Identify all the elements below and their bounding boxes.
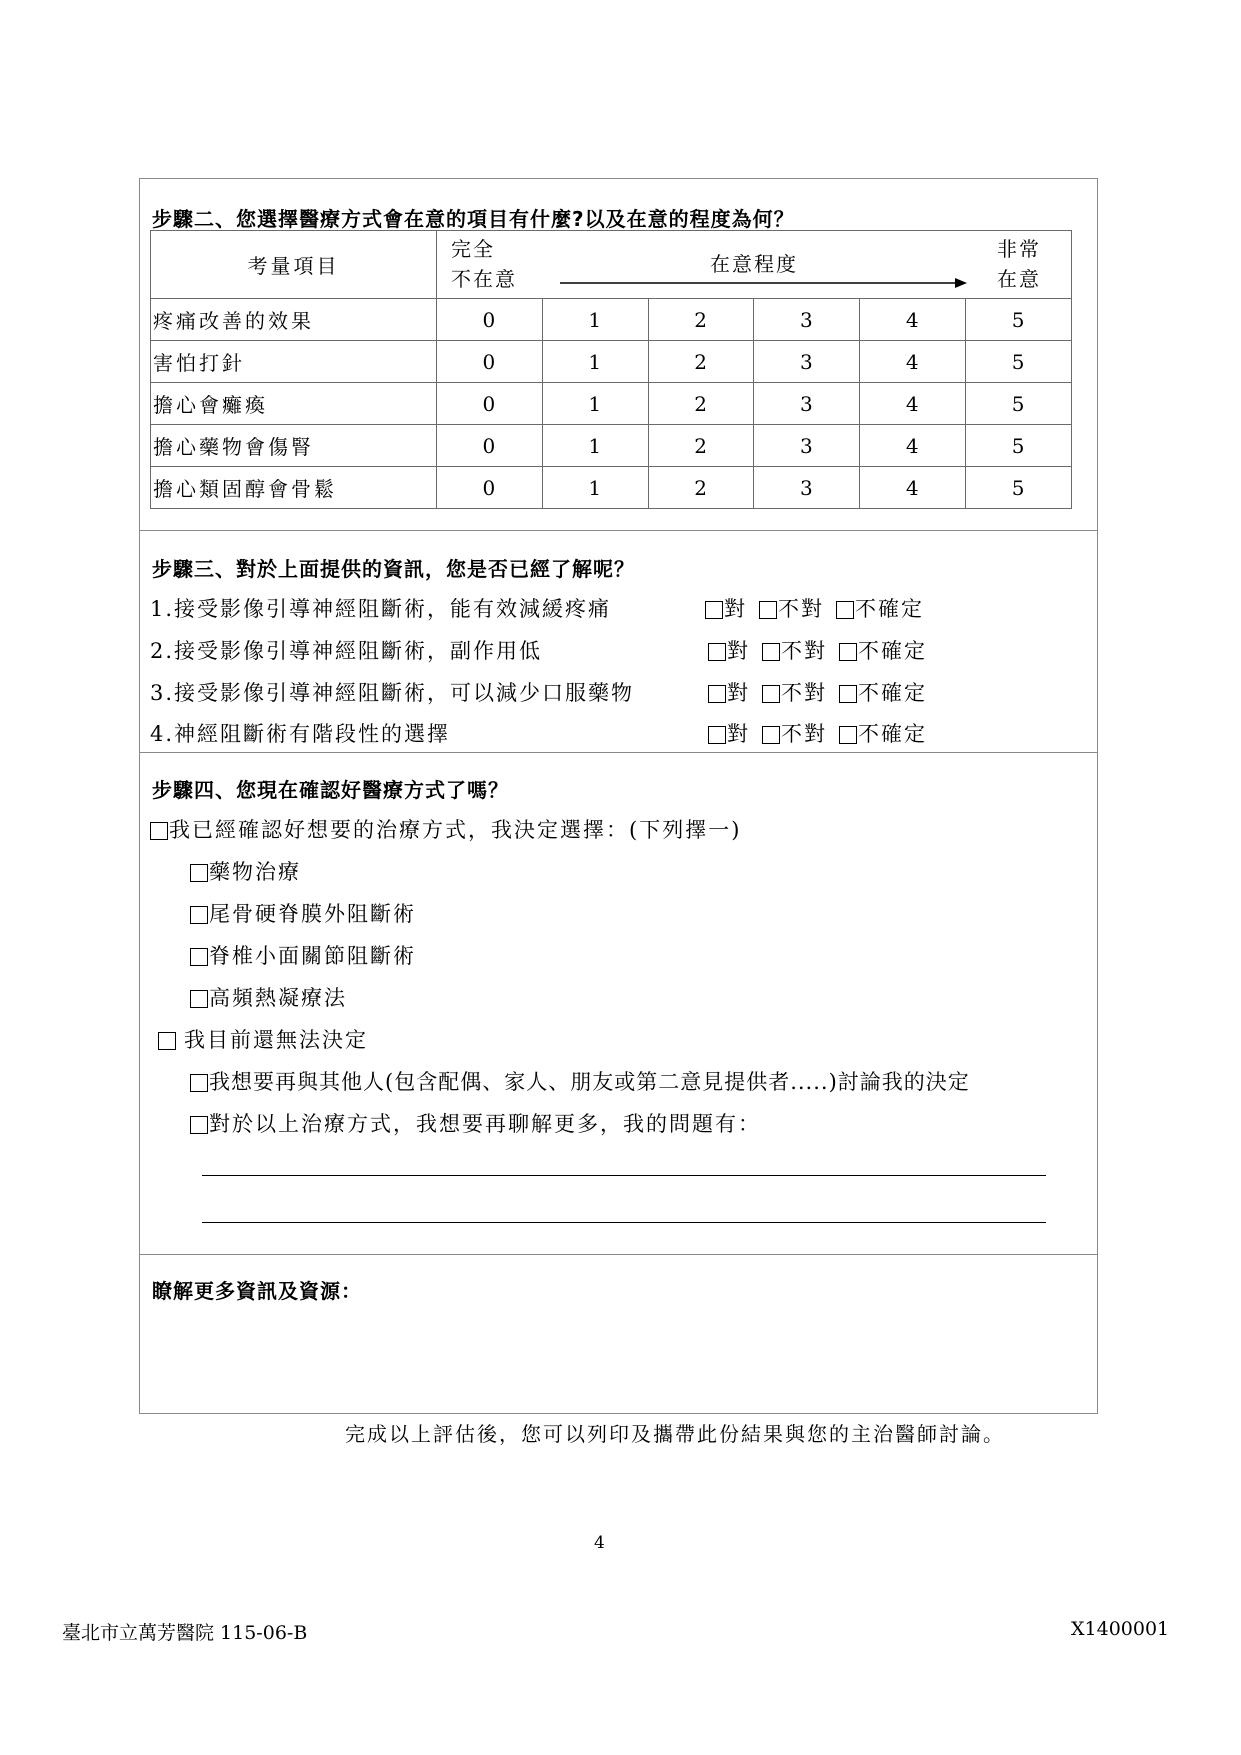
answer-option[interactable]: 不確定 (839, 722, 927, 746)
rating-cell-4[interactable]: 4 (860, 383, 966, 425)
checkbox[interactable] (708, 643, 726, 661)
checkbox[interactable] (190, 864, 208, 882)
rating-cell-0[interactable]: 0 (437, 425, 543, 467)
resources-title: 瞭解更多資訊及資源： (152, 1279, 362, 1303)
concern-item-label: 擔心會癱瘓 (151, 383, 437, 425)
item-column-header: 考量項目 (151, 231, 437, 299)
rating-cell-3[interactable]: 3 (754, 425, 860, 467)
treatment-option[interactable]: 藥物治療 (190, 856, 301, 886)
undecided-option[interactable]: 我目前還無法決定 (158, 1024, 368, 1054)
rating-cell-0[interactable]: 0 (437, 467, 543, 509)
answer-option[interactable]: 不對 (759, 597, 824, 621)
checkbox[interactable] (839, 726, 857, 744)
question-answer-line[interactable] (202, 1222, 1046, 1223)
answer-option[interactable]: 不對 (762, 639, 827, 663)
document-code: X1400001 (1071, 1618, 1170, 1640)
step3-answer-options (708, 677, 939, 707)
checkbox[interactable] (839, 685, 857, 703)
table-row (151, 467, 1072, 509)
rating-cell-3[interactable]: 3 (754, 299, 860, 341)
answer-option[interactable]: 不對 (762, 722, 827, 746)
scale-arrow-icon (437, 231, 1075, 298)
undecided-sub-option[interactable]: 我想要再與其他人(包含配偶、家人、朋友或第二意見提供者.....)討論我的決定 (190, 1066, 970, 1096)
rating-cell-5[interactable]: 5 (966, 467, 1072, 509)
checkbox[interactable] (759, 601, 777, 619)
footer-note: 完成以上評估後，您可以列印及攜帶此份結果與您的主治醫師討論。 (345, 1422, 1005, 1446)
answer-option[interactable]: 不對 (762, 681, 827, 705)
answer-option[interactable]: 對 (708, 681, 750, 705)
rating-cell-3[interactable]: 3 (754, 383, 860, 425)
rating-cell-1[interactable]: 1 (542, 299, 648, 341)
rating-cell-1[interactable]: 1 (542, 341, 648, 383)
scale-low-label-2: 不在意 (451, 267, 517, 291)
rating-cell-0[interactable]: 0 (437, 341, 543, 383)
decided-option[interactable]: 我已經確認好想要的治療方式，我決定選擇：(下列擇一) (150, 814, 741, 844)
checkbox[interactable] (839, 643, 857, 661)
rating-cell-5[interactable]: 5 (966, 383, 1072, 425)
concern-rating-table (150, 230, 1072, 509)
table-row (151, 383, 1072, 425)
step4-title: 步驟四、您現在確認好醫療方式了嗎？ (152, 778, 509, 802)
step3-answer-options (708, 635, 939, 665)
step3-question: 4.神經阻斷術有階段性的選擇 (150, 722, 451, 746)
answer-option[interactable]: 不確定 (839, 681, 927, 705)
rating-cell-3[interactable]: 3 (754, 467, 860, 509)
rating-cell-5[interactable]: 5 (966, 341, 1072, 383)
rating-cell-2[interactable]: 2 (648, 383, 754, 425)
checkbox[interactable] (190, 990, 208, 1008)
rating-cell-4[interactable]: 4 (860, 341, 966, 383)
checkbox[interactable] (708, 726, 726, 744)
step3-question: 1.接受影像引導神經阻斷術，能有效減緩疼痛 (150, 597, 612, 621)
step3-question: 2.接受影像引導神經阻斷術，副作用低 (150, 639, 543, 663)
section-divider (139, 752, 1098, 753)
rating-cell-2[interactable]: 2 (648, 425, 754, 467)
table-row (151, 341, 1072, 383)
scale-header (437, 231, 1072, 299)
rating-cell-1[interactable]: 1 (542, 467, 648, 509)
checkbox[interactable] (190, 1074, 208, 1092)
rating-cell-5[interactable]: 5 (966, 299, 1072, 341)
answer-option[interactable]: 不確定 (839, 639, 927, 663)
rating-cell-1[interactable]: 1 (542, 425, 648, 467)
checkbox[interactable] (190, 906, 208, 924)
answer-option[interactable]: 對 (708, 639, 750, 663)
checkbox[interactable] (150, 822, 168, 840)
rating-cell-2[interactable]: 2 (648, 467, 754, 509)
step2-title: 步驟二、您選擇醫療方式會在意的項目有什麼?以及在意的程度為何？ (152, 207, 795, 231)
rating-cell-1[interactable]: 1 (542, 383, 648, 425)
concern-item-label: 擔心類固醇會骨鬆 (151, 467, 437, 509)
checkbox[interactable] (836, 601, 854, 619)
section-divider (139, 530, 1098, 531)
hospital-name: 臺北市立萬芳醫院 115-06-B (62, 1622, 308, 1644)
treatment-option[interactable]: 高頻熱凝療法 (190, 982, 347, 1012)
checkbox[interactable] (190, 948, 208, 966)
step3-answer-options (705, 593, 936, 623)
checkbox[interactable] (762, 643, 780, 661)
answer-option[interactable]: 不確定 (836, 597, 924, 621)
rating-cell-4[interactable]: 4 (860, 299, 966, 341)
checkbox[interactable] (158, 1032, 176, 1050)
step3-question: 3.接受影像引導神經阻斷術，可以減少口服藥物 (150, 681, 635, 705)
scale-high-label-2: 在意 (997, 267, 1041, 291)
page-number: 4 (594, 1533, 605, 1553)
rating-cell-2[interactable]: 2 (648, 299, 754, 341)
scale-middle-label: 在意程度 (710, 252, 798, 276)
rating-cell-4[interactable]: 4 (860, 467, 966, 509)
section-divider (139, 1254, 1098, 1255)
treatment-option[interactable]: 脊椎小面關節阻斷術 (190, 940, 416, 970)
question-answer-line[interactable] (202, 1175, 1046, 1176)
scale-low-label-1: 完全 (451, 237, 495, 261)
rating-cell-4[interactable]: 4 (860, 425, 966, 467)
answer-option[interactable]: 對 (708, 722, 750, 746)
table-row (151, 425, 1072, 467)
answer-option[interactable]: 對 (705, 597, 747, 621)
table-header-row (151, 231, 1072, 299)
checkbox[interactable] (705, 601, 723, 619)
checkbox[interactable] (708, 685, 726, 703)
checkbox[interactable] (762, 685, 780, 703)
step3-answer-options (708, 718, 939, 748)
concern-item-label: 害怕打針 (151, 341, 437, 383)
undecided-sub-option[interactable]: 對於以上治療方式，我想要再聊解更多，我的問題有： (190, 1108, 761, 1138)
table-row (151, 299, 1072, 341)
step3-title: 步驟三、對於上面提供的資訊，您是否已經了解呢？ (152, 557, 635, 581)
checkbox[interactable] (190, 1116, 208, 1134)
concern-item-label: 疼痛改善的效果 (151, 299, 437, 341)
rating-cell-2[interactable]: 2 (648, 341, 754, 383)
rating-cell-5[interactable]: 5 (966, 425, 1072, 467)
concern-item-label: 擔心藥物會傷腎 (151, 425, 437, 467)
scale-high-label-1: 非常 (997, 237, 1041, 261)
rating-cell-0[interactable]: 0 (437, 383, 543, 425)
treatment-option[interactable]: 尾骨硬脊膜外阻斷術 (190, 898, 416, 928)
rating-cell-3[interactable]: 3 (754, 341, 860, 383)
checkbox[interactable] (762, 726, 780, 744)
rating-cell-0[interactable]: 0 (437, 299, 543, 341)
